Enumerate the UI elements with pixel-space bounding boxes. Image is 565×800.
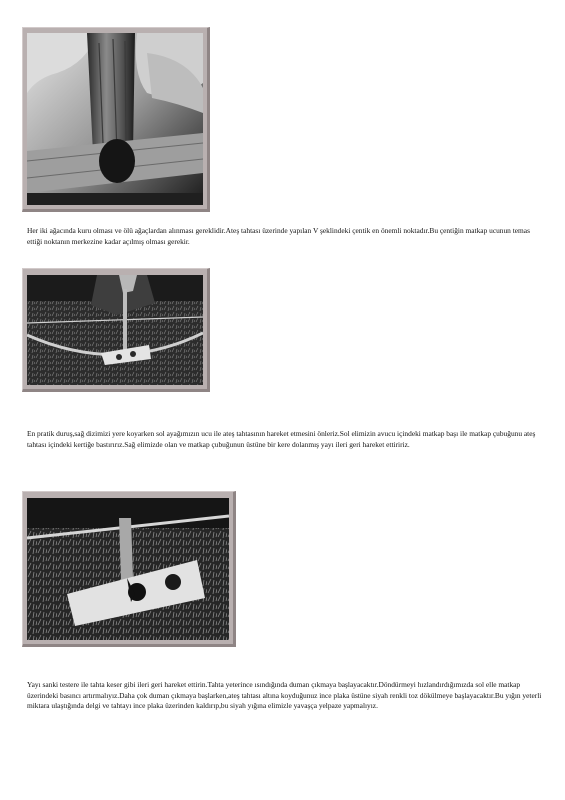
drill-on-fireboard-photo <box>27 498 229 640</box>
paragraph-3: Yayı sanki testere ile tahta keser gibi ileri geri hareket ettirin.Tahta yeterince ısındığında duman çıkmaya başlayacaktır.Döndürmeyi hızlandırdığımızda sol elle matkap üzerindeki basıncı artırmalıyız.Daha çok duman çıkmaya başlarken,ateş tahtası altına koyduğunuz ince plaka üstüne siyah renkli toz dökülmeye başlayacaktır.Bu yığın yeterli miktara ulaştığında delgi ve tahtayı ince plaka üzerinden kaldırıp,bu siyah yığına elimizle yavaşça yelpaze yapmalıyız. <box>27 680 542 711</box>
figure-2-frame <box>22 268 210 392</box>
fire-drill-closeup-photo <box>27 33 203 205</box>
figure-3-frame <box>22 491 236 647</box>
paragraph-2: En pratik duruş,sağ dizimizi yere koyarken sol ayağımızın ucu ile ateş tahtasının hareket etmesini önleriz.Sol elimizin avucu içindeki matkap başı ile matkap çubuğunu ateş tahtası içindeki kertiğe bastırırız.Sağ elimizde olan ve matkap çubuğunun üstüne bir kere dolanmış yayı ileri geri hareket ettiririz. <box>27 429 536 449</box>
figure-1-frame <box>22 27 210 212</box>
bow-drill-setup-photo <box>27 275 203 385</box>
paragraph-1: Her iki ağacında kuru olması ve ölü ağaçlardan alınması gereklidir.Ateş tahtası üzerinde yapılan V şeklindeki çentik en önemli noktadır.Bu çentiğin matkap ucunun temas ettiği noktanın merkezine kadar açılmış olması gerekir. <box>27 226 530 246</box>
